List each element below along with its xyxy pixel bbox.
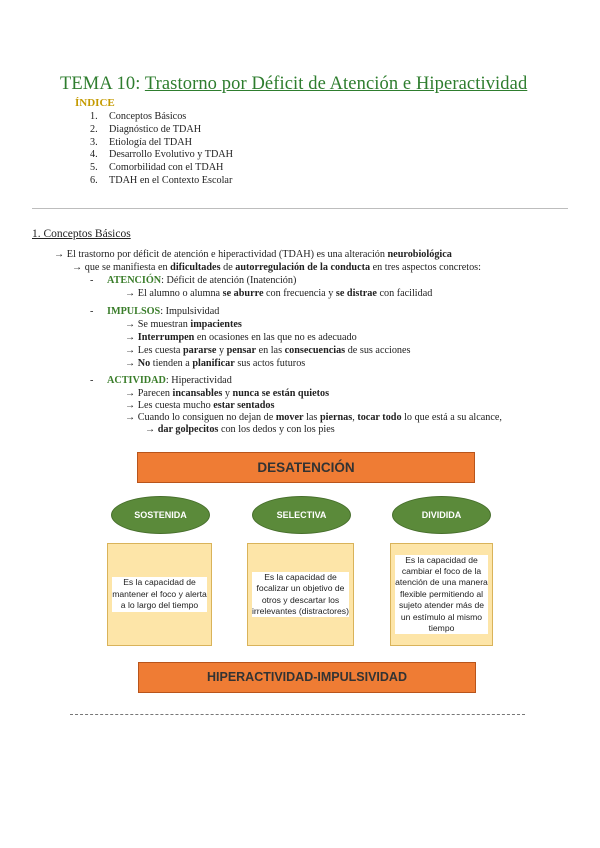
index-item [90, 137, 233, 150]
atencion-sub-1: → El alumno o alumna se aburre con frecuencia y se distrae con facilidad [125, 288, 433, 299]
atencion-line: - ATENCIÓN: Déficit de atención (Inatención) [90, 275, 297, 286]
desatencion-box: DESATENCIÓN [137, 452, 475, 483]
intro-line-2: → que se manifiesta en dificultades de autorregulación de la conducta en tres aspectos concretos: [72, 262, 481, 273]
dotted-separator [70, 714, 525, 715]
intro-line-1: → El trastorno por déficit de atención e hiperactividad (TDAH) es una alteración neurobiológica [54, 249, 452, 260]
actividad-sub-3: → Cuando lo consiguen no dejan de mover las piernas, tocar todo lo que está a su alcance, [125, 412, 502, 423]
page-title [60, 74, 527, 95]
impulsos-sub-4: → No tienden a planificar sus actos futuros [125, 358, 306, 369]
index-label: TDAH en el Contexto Escolar [109, 174, 233, 186]
divider [32, 208, 568, 209]
index-num: 4. [90, 149, 98, 161]
card-dividida [390, 543, 493, 646]
hiperactividad-box: HIPERACTIVIDAD-IMPULSIVIDAD [138, 662, 476, 693]
index-num: 2. [90, 123, 98, 135]
index-num: 1. [90, 111, 98, 122]
impulsos-line: - IMPULSOS: Impulsividad [90, 306, 220, 317]
actividad-sub-1: → Parecen incansables y nunca se están quietos [125, 388, 330, 399]
card-sostenida-text: Es la capacidad de mantener el foco y alerta a lo largo del tiempo [112, 577, 207, 611]
card-dividida-text: Es la capacidad de cambiar el foco de la atención de una manera flexible permitiendo al sujeto atender más de un estímulo al mismo tiempo [395, 554, 488, 634]
card-selectiva-text: Es la capacidad de focalizar un objetivo de otros y descartar los irrelevantes (distractores) [252, 571, 349, 616]
pill-sostenida: SOSTENIDA [111, 496, 210, 534]
index-label: Desarrollo Evolutivo y TDAH [109, 149, 234, 161]
title-prefix: TEMA 10: [60, 74, 145, 94]
pill-dividida: DIVIDIDA [392, 496, 491, 534]
actividad-sub-2: → Les cuesta mucho estar sentados [125, 400, 275, 411]
index-heading: ÍNDICE [75, 97, 115, 109]
index-item [90, 111, 233, 124]
index-num: 3. [90, 136, 98, 148]
index-item [90, 162, 233, 175]
impulsos-sub-3: → Les cuesta pararse y pensar en las consecuencias de sus acciones [125, 345, 411, 356]
pill-selectiva: SELECTIVA [252, 496, 351, 534]
index-item [90, 149, 233, 162]
card-selectiva [247, 543, 354, 646]
index-label: Comorbilidad con el TDAH [109, 162, 224, 174]
actividad-sub-4: → dar golpecitos con los dedos y con los pies [145, 424, 335, 435]
index-label: Diagnóstico de TDAH [109, 123, 202, 135]
section-heading: 1. Conceptos Básicos [32, 228, 131, 240]
index-list [90, 111, 233, 188]
index-item [90, 175, 233, 188]
impulsos-sub-2: → Interrumpen en ocasiones en las que no es adecuado [125, 332, 357, 343]
card-sostenida [107, 543, 212, 646]
title-main: Trastorno por Déficit de Atención e Hiperactividad [144, 74, 528, 94]
impulsos-sub-1: → Se muestran impacientes [125, 319, 242, 330]
index-label: Conceptos Básicos [109, 111, 187, 122]
actividad-line: - ACTIVIDAD: Hiperactividad [90, 375, 232, 386]
index-item [90, 124, 233, 137]
index-label: Etiología del TDAH [109, 136, 192, 148]
index-num: 6. [90, 174, 98, 186]
index-num: 5. [90, 162, 98, 174]
